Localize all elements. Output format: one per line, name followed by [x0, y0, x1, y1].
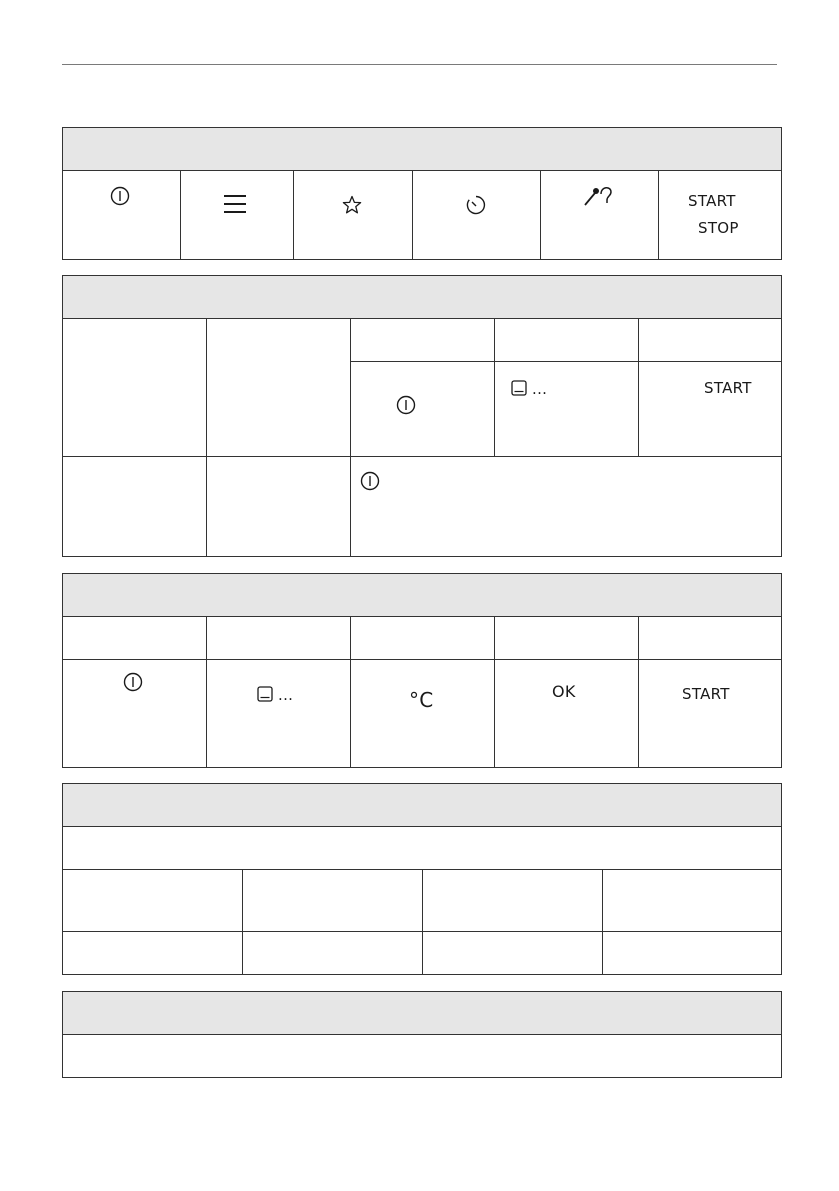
start-label: START [704, 379, 752, 397]
divider [206, 319, 207, 556]
divider [350, 319, 351, 556]
food-probe-icon[interactable] [584, 184, 614, 208]
timer-icon[interactable] [465, 194, 487, 216]
top-rule [62, 64, 777, 65]
stop-label[interactable]: STOP [698, 219, 739, 237]
divider [422, 869, 423, 974]
divider [638, 319, 639, 456]
divider [180, 171, 181, 259]
divider [540, 171, 541, 259]
divider [494, 617, 495, 767]
menu-icon[interactable] [224, 194, 246, 214]
ellipsis: ... [278, 686, 294, 704]
info-table-2 [62, 991, 782, 1078]
star-icon[interactable] [342, 195, 362, 215]
divider [494, 319, 495, 456]
power-icon[interactable] [110, 186, 130, 206]
ok-label: OK [552, 682, 576, 701]
power-icon [123, 672, 143, 692]
power-icon [396, 395, 416, 415]
divider [602, 869, 603, 974]
divider [206, 617, 207, 767]
divider [638, 617, 639, 767]
celsius-icon: °C [409, 688, 434, 712]
table-header [63, 992, 781, 1035]
procedure-table-1 [62, 275, 782, 557]
power-icon [360, 471, 380, 491]
table-header [63, 784, 781, 827]
table-header [63, 574, 781, 617]
table-header [63, 128, 781, 171]
divider [63, 659, 781, 660]
procedure-table-2 [62, 573, 782, 768]
divider [412, 171, 413, 259]
divider [350, 617, 351, 767]
info-table-1 [62, 783, 782, 975]
divider [63, 456, 781, 457]
table-header [63, 276, 781, 319]
start-label[interactable]: START [688, 192, 736, 210]
oven-function-icon [511, 380, 527, 396]
ellipsis: ... [532, 380, 548, 398]
start-label: START [682, 685, 730, 703]
divider [293, 171, 294, 259]
divider [658, 171, 659, 259]
oven-function-icon [257, 686, 273, 702]
control-panel-table [62, 127, 782, 260]
divider [350, 361, 781, 362]
divider [242, 869, 243, 974]
